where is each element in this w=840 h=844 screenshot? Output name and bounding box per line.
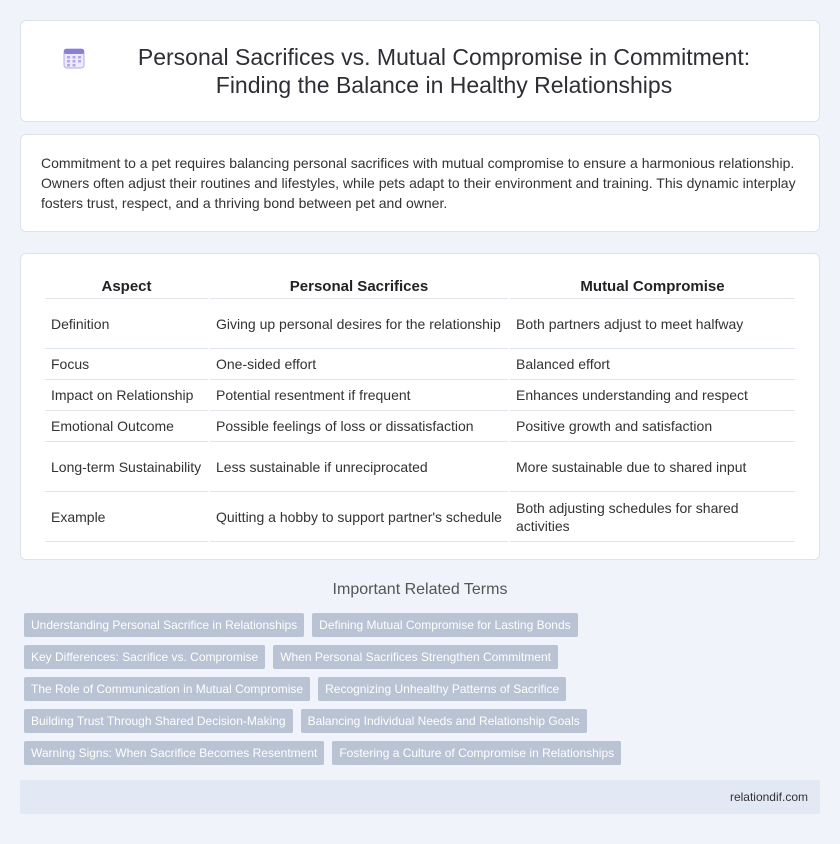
page-title: Personal Sacrifices vs. Mutual Compromise in Commitment: Finding the Balance in Healthy Relationships [137,44,751,98]
column-header-aspect: Aspect [45,272,208,299]
related-term-tag[interactable]: Defining Mutual Compromise for Lasting Bonds [312,613,577,637]
table-cell: More sustainable due to shared input [510,442,795,492]
related-term-tag[interactable]: When Personal Sacrifices Strengthen Commitment [273,645,558,669]
related-terms-list [24,613,820,773]
related-term-tag[interactable]: Recognizing Unhealthy Patterns of Sacrifice [318,677,566,701]
table-cell: Definition [45,299,208,349]
table-cell: Potential resentment if frequent [210,380,508,411]
table-cell: Positive growth and satisfaction [510,411,795,442]
table-cell: Giving up personal desires for the relationship [210,299,508,349]
comparison-table [43,272,797,542]
table-cell: Possible feelings of loss or dissatisfaction [210,411,508,442]
related-term-tag[interactable]: The Role of Communication in Mutual Compromise [24,677,310,701]
calendar-icon [61,45,87,71]
table-cell: Less sustainable if unreciprocated [210,442,508,492]
table-cell: Example [45,492,208,542]
table-row [45,299,795,349]
related-term-tag[interactable]: Key Differences: Sacrifice vs. Compromise [24,645,265,669]
related-term-tag[interactable]: Balancing Individual Needs and Relationship Goals [301,709,587,733]
table-cell: Focus [45,349,208,380]
table-header-row [45,272,795,299]
related-term-tag[interactable]: Understanding Personal Sacrifice in Relationships [24,613,304,637]
table-row [45,442,795,492]
comparison-table-card [20,253,820,560]
related-term-tag[interactable]: Warning Signs: When Sacrifice Becomes Resentment [24,741,324,765]
table-cell: Long-term Sustainability [45,442,208,492]
table-cell: Impact on Relationship [45,380,208,411]
header-card [20,20,820,122]
table-cell: One-sided effort [210,349,508,380]
table-cell: Enhances understanding and respect [510,380,795,411]
table-row [45,349,795,380]
column-header-personal-sacrifices: Personal Sacrifices [210,272,508,299]
table-cell: Both adjusting schedules for shared activities [510,492,795,542]
intro-card [20,134,820,232]
table-cell: Balanced effort [510,349,795,380]
related-term-tag[interactable]: Building Trust Through Shared Decision-Making [24,709,293,733]
table-row [45,380,795,411]
related-terms-heading: Important Related Terms [332,581,508,598]
footer-site-link[interactable]: relationdif.com [729,790,808,804]
table-cell: Emotional Outcome [45,411,208,442]
table-row [45,492,795,542]
intro-paragraph: Commitment to a pet requires balancing personal sacrifices with mutual compromise to ensure a harmonious relationship. Owners often adjust their routines and lifestyles, while pets adapt to their environment and training. This dynamic interplay fosters trust, respect, and a thriving bond between pet and owner. [41,155,796,211]
table-cell: Quitting a hobby to support partner's schedule [210,492,508,542]
column-header-mutual-compromise: Mutual Compromise [510,272,795,299]
table-cell: Both partners adjust to meet halfway [510,299,795,349]
table-row [45,411,795,442]
related-term-tag[interactable]: Fostering a Culture of Compromise in Relationships [332,741,621,765]
footer [20,780,820,814]
